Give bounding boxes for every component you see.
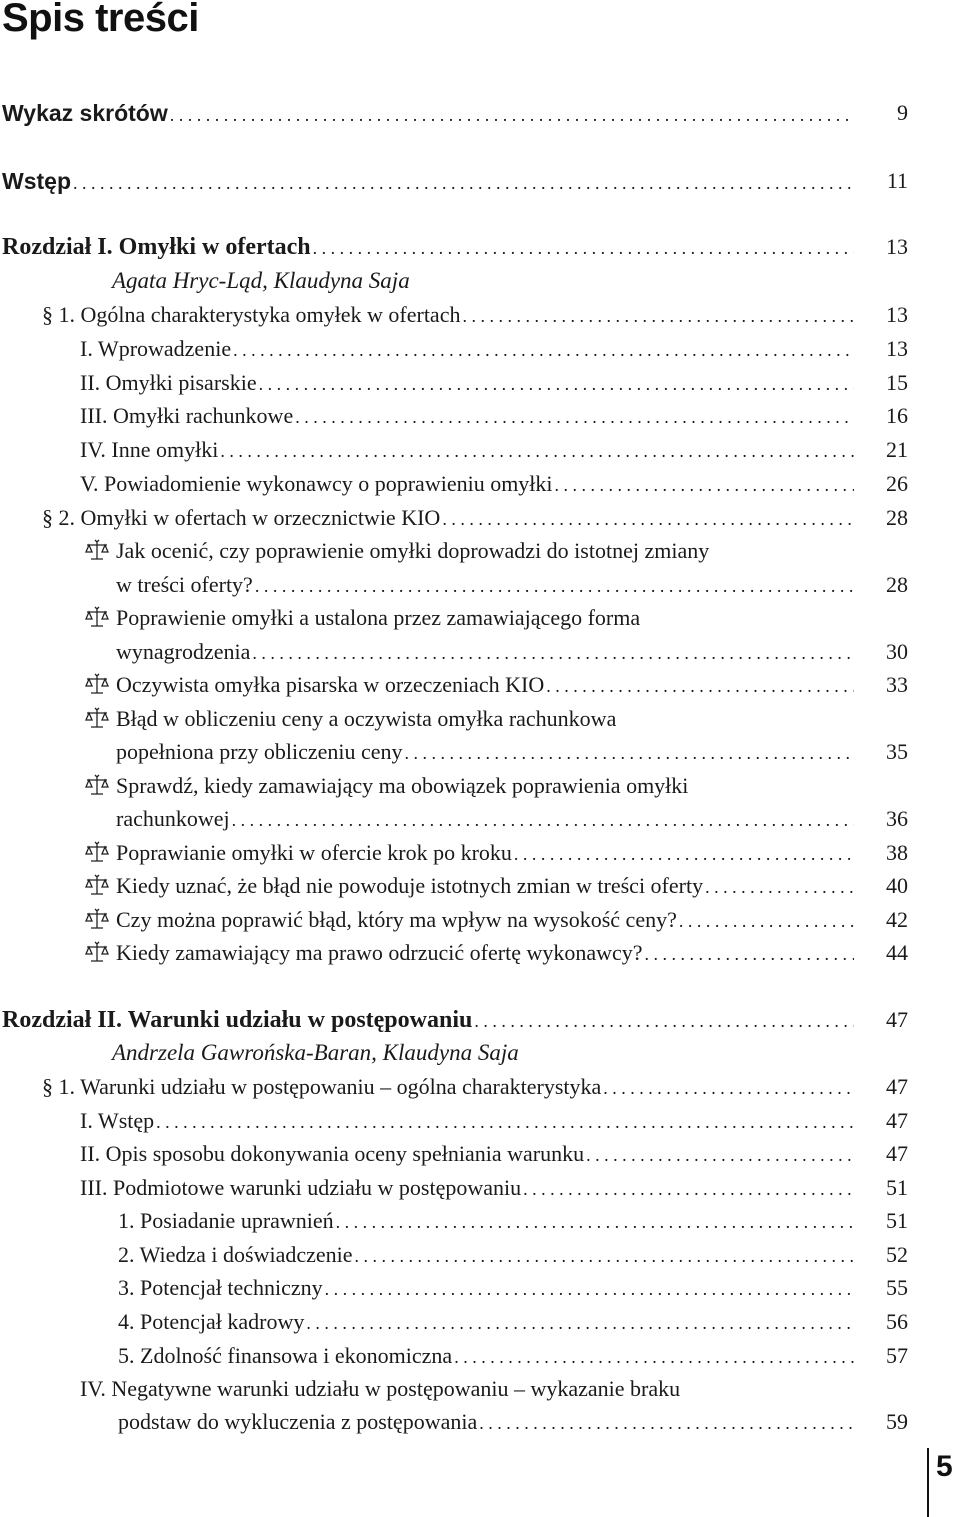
toc-item[interactable] [80, 435, 908, 465]
toc-entry-label: 5. Zdolność finansowa i ekonomiczna [118, 1343, 453, 1368]
toc-chapter-2[interactable] [2, 1005, 908, 1035]
toc-entry-label: Kiedy zamawiający ma prawo odrzucić ofertę wykonawcy? [116, 940, 643, 965]
toc-entry-label: § 1. Warunki udziału w postępowaniu – ogólna charakterystyka [42, 1074, 602, 1099]
toc-entry-label: 1. Posiadanie uprawnień [118, 1208, 334, 1233]
page-number: 5 [936, 1450, 953, 1483]
dot-leader [442, 504, 854, 534]
toc-entry-label: 4. Potencjał kadrowy [118, 1309, 305, 1334]
case-title[interactable]: Poprawienie omyłki a ustalona przez zamawiającego forma [116, 605, 641, 630]
dot-leader [454, 1342, 854, 1372]
toc-entry-page: 59 [886, 1409, 908, 1434]
scale-icon [84, 539, 110, 561]
toc-item[interactable] [80, 1139, 908, 1169]
toc-item[interactable] [80, 1106, 908, 1136]
toc-entry-label: III. Omyłki rachunkowe [80, 403, 294, 428]
toc-item[interactable] [80, 401, 908, 431]
dot-leader [170, 100, 854, 130]
dot-leader [255, 571, 854, 601]
scale-icon [84, 908, 110, 930]
dot-leader [523, 1174, 854, 1204]
toc-entry-label: Kiedy uznać, że błąd nie powoduje istotnych zmian w treści oferty [116, 873, 704, 898]
toc-entry-page: 13 [886, 302, 908, 327]
toc-item[interactable] [80, 368, 908, 398]
toc-section[interactable] [42, 503, 908, 533]
toc-entry-page: 11 [886, 168, 908, 193]
chapter-authors: Andrzela Gawrońska-Baran, Klaudyna Saja [112, 1040, 519, 1065]
toc-entry-label: rachunkowej [116, 806, 230, 831]
toc-entry-page: 56 [886, 1309, 908, 1334]
toc-case[interactable] [116, 570, 908, 600]
toc-entry-page: 47 [886, 1007, 908, 1032]
toc-subitem[interactable] [118, 1240, 908, 1270]
toc-entry-label: 2. Wiedza i doświadczenie [118, 1242, 353, 1267]
toc-item[interactable] [80, 469, 908, 499]
toc-entry-label: IV. Inne omyłki [80, 437, 219, 462]
toc-entry-page: 33 [886, 672, 908, 697]
dot-leader [474, 1006, 854, 1036]
toc-entry-page: 30 [886, 639, 908, 664]
toc-entry-page: 28 [886, 505, 908, 530]
toc-entry-label: II. Omyłki pisarskie [80, 370, 257, 395]
scale-icon [84, 707, 110, 729]
toc-case[interactable] [116, 938, 908, 968]
toc-case[interactable] [116, 670, 908, 700]
toc-entry-label: Czy można poprawić błąd, który ma wpływ na wysokość ceny? [116, 907, 677, 932]
dot-leader [546, 671, 854, 701]
toc-entry-page: 21 [886, 437, 908, 462]
toc-case[interactable] [116, 905, 908, 935]
page-number-rule [927, 1448, 929, 1517]
dot-leader [313, 233, 854, 263]
toc-entry-label: Oczywista omyłka pisarska w orzeczeniach KIO [116, 672, 545, 697]
dot-leader [325, 1274, 854, 1304]
toc-entry-label: wynagrodzenia [116, 639, 251, 664]
case-title[interactable]: Błąd w obliczeniu ceny a oczywista omyłka rachunkowa [116, 706, 617, 731]
dot-leader [295, 402, 854, 432]
toc-entry-page: 35 [886, 739, 908, 764]
toc-case[interactable] [116, 737, 908, 767]
toc-entry-page: 55 [886, 1275, 908, 1300]
toc-subitem[interactable] [118, 1273, 908, 1303]
dot-leader [73, 168, 854, 198]
toc-entry-label: popełniona przy obliczeniu ceny [116, 739, 403, 764]
dot-leader [306, 1308, 854, 1338]
toc-entry-page: 51 [886, 1175, 908, 1200]
case-title[interactable]: Sprawdź, kiedy zamawiający ma obowiązek poprawienia omyłki [116, 773, 689, 798]
toc-case[interactable] [116, 871, 908, 901]
toc-subitem[interactable] [118, 1307, 908, 1337]
toc-entry-page: 15 [886, 370, 908, 395]
dot-leader [514, 839, 854, 869]
toc-entry-page: 47 [886, 1141, 908, 1166]
toc-entry-page: 13 [886, 336, 908, 361]
toc-entry-page: 44 [886, 940, 908, 965]
scale-icon [84, 941, 110, 963]
toc-subitem[interactable] [118, 1206, 908, 1236]
scale-icon [84, 673, 110, 695]
toc-item[interactable] [118, 1407, 908, 1437]
chapter-authors: Agata Hryc-Ląd, Klaudyna Saja [112, 268, 410, 293]
toc-chapter-1[interactable] [2, 232, 908, 262]
toc-entry-intro[interactable] [2, 166, 908, 196]
toc-entry-page: 26 [886, 471, 908, 496]
toc-entry-page: 40 [886, 873, 908, 898]
dot-leader [555, 470, 854, 500]
dot-leader [259, 369, 854, 399]
dot-leader [603, 1073, 854, 1103]
dot-leader [355, 1241, 854, 1271]
toc-entry-label: Rozdział I. Omyłki w ofertach [2, 234, 311, 260]
toc-entry-page: 38 [886, 840, 908, 865]
case-title[interactable]: Jak ocenić, czy poprawienie omyłki doprowadzi do istotnej zmiany [116, 538, 710, 563]
toc-entry-label: Poprawianie omyłki w ofercie krok po kroku [116, 840, 512, 865]
toc-entry-page: 13 [886, 234, 908, 259]
dot-leader [336, 1207, 854, 1237]
toc-entry-page: 42 [886, 907, 908, 932]
toc-entry-label: 3. Potencjał techniczny [118, 1275, 323, 1300]
toc-entry-page: 16 [886, 403, 908, 428]
toc-item-title[interactable]: IV. Negatywne warunki udziału w postępowaniu – wykazanie braku [80, 1376, 681, 1401]
dot-leader [252, 638, 854, 668]
toc-entry-label: § 1. Ogólna charakterystyka omyłek w ofertach [42, 302, 461, 327]
toc-entry-label: I. Wstęp [80, 1108, 155, 1133]
toc-case[interactable] [116, 804, 908, 834]
toc-item[interactable] [80, 1173, 908, 1203]
dot-leader [479, 1408, 854, 1438]
toc-entry-page: 9 [897, 100, 908, 125]
scale-icon [84, 774, 110, 796]
toc-entry-page: 57 [886, 1343, 908, 1368]
toc-entry-label: Rozdział II. Warunki udziału w postępowaniu [2, 1007, 473, 1033]
dot-leader [220, 436, 854, 466]
toc-entry-label: § 2. Omyłki w ofertach w orzecznictwie KIO [42, 505, 441, 530]
toc-entry-page: 36 [886, 806, 908, 831]
dot-leader [405, 738, 854, 768]
toc-entry-label: podstaw do wykluczenia z postępowania [118, 1409, 478, 1434]
scale-icon [84, 874, 110, 896]
toc-entry-page: 51 [886, 1208, 908, 1233]
dot-leader [705, 872, 854, 902]
toc-section[interactable] [42, 300, 908, 330]
toc-entry-page: 47 [886, 1074, 908, 1099]
dot-leader [679, 906, 854, 936]
toc-entry-label: Wstęp [2, 168, 71, 194]
dot-leader [462, 301, 854, 331]
toc-section[interactable] [42, 1072, 908, 1102]
dot-leader [645, 939, 854, 969]
toc-item[interactable] [80, 334, 908, 364]
dot-leader [233, 335, 854, 365]
toc-entry-label: I. Wprowadzenie [80, 336, 232, 361]
dot-leader [156, 1107, 854, 1137]
scale-icon [84, 841, 110, 863]
toc-entry-page: 47 [886, 1108, 908, 1133]
toc-entry-label: Wykaz skrótów [2, 100, 168, 126]
toc-subitem[interactable] [118, 1341, 908, 1371]
toc-case[interactable] [116, 637, 908, 667]
toc-entry-page: 52 [886, 1242, 908, 1267]
toc-entry-label: w treści oferty? [116, 572, 253, 597]
toc-entry-label: V. Powiadomienie wykonawcy o poprawieniu omyłki [80, 471, 553, 496]
dot-leader [232, 805, 854, 835]
toc-case[interactable] [116, 838, 908, 868]
toc-entry-label: II. Opis sposobu dokonywania oceny spełniania warunku [80, 1141, 585, 1166]
toc-entry-label: III. Podmiotowe warunki udziału w postępowaniu [80, 1175, 522, 1200]
scale-icon [84, 606, 110, 628]
page-title: Spis treści [2, 0, 199, 40]
toc-entry-abbrev[interactable] [2, 98, 908, 128]
toc-entry-page: 28 [886, 572, 908, 597]
dot-leader [586, 1140, 854, 1170]
